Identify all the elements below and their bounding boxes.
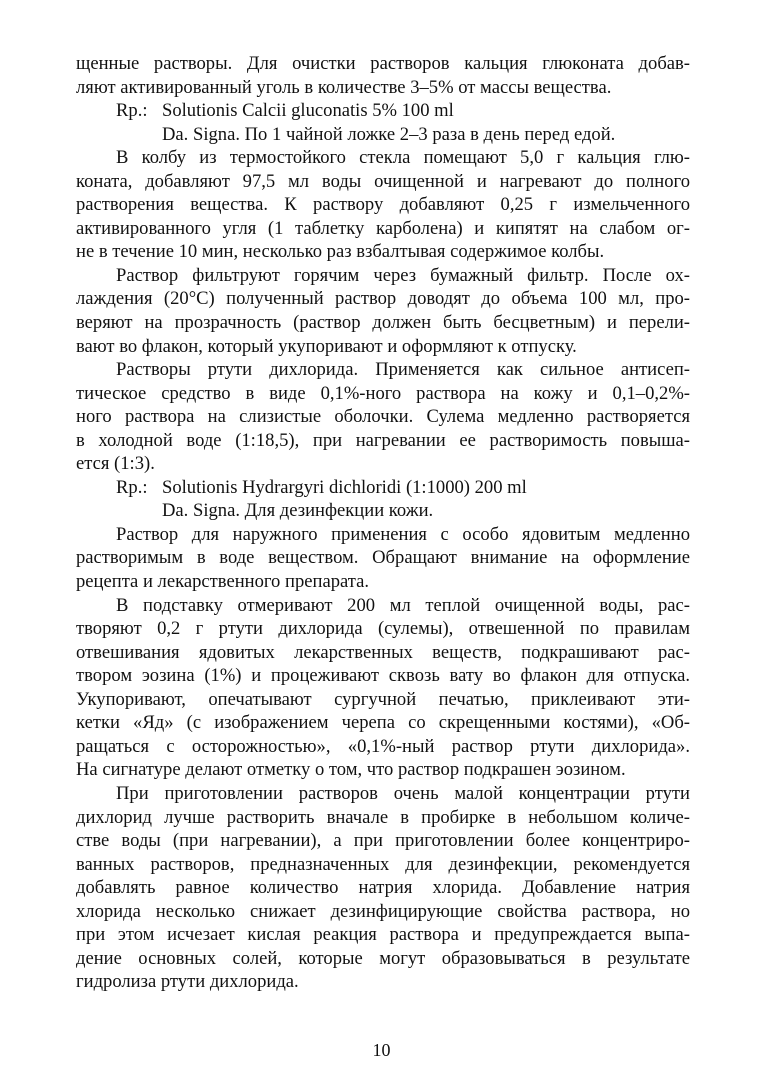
text-line: активированного угля (1 таблетку карболена) и кипятят на слабом ог- <box>76 217 690 239</box>
text-line: На сигнатуре делают отметку о том, что раствор подкрашен эозином. <box>76 759 626 781</box>
text-line: лаждения (20°С) полученный раствор доводят до объема 100 мл, про- <box>76 288 690 310</box>
recipe-rp-label: Rp.: <box>116 476 148 498</box>
text-line: гидролиза ртути дихлорида. <box>76 971 299 993</box>
text-line: растворимым в воде веществом. Обращают внимание на оформление <box>76 547 690 569</box>
text-line: ного раствора на слизистые оболочки. Сулема медленно растворяется <box>76 406 690 428</box>
page-body <box>76 52 690 994</box>
text-line: щенные растворы. Для очистки растворов кальция глюконата добав- <box>76 53 690 74</box>
text-line: при этом исчезает кислая реакция раствора и предупреждается выпа- <box>76 924 690 946</box>
text-line: вают во флакон, который укупоривают и оформляют к отпуску. <box>76 335 577 357</box>
text-line: ется (1:3). <box>76 453 155 475</box>
text-line: отвешивания ядовитых лекарственных веществ, подкрашивают рас- <box>76 641 690 663</box>
text-line: В подставку отмеривают 200 мл теплой очищенной воды, рас- <box>116 594 690 616</box>
recipe-line <box>76 476 690 500</box>
recipe-rp-label: Rp.: <box>116 100 148 122</box>
page-number: 10 <box>372 1040 391 1060</box>
text-line: добавлять равное количество натрия хлорида. Добавление натрия <box>76 877 690 899</box>
recipe-text: Solutionis Hydrargyri dichloridi (1:1000) 200 ml <box>162 476 527 498</box>
text-line: кетки «Яд» (с изображением черепа со скрещенными костями), «Об- <box>76 712 690 734</box>
text-line: ляют активированный уголь в количестве 3–5% от массы вещества. <box>76 76 612 98</box>
text-line: стве воды (при нагревании), а при приготовлении более концентриро- <box>76 830 690 852</box>
text-line: Раствор фильтруют горячим через бумажный фильтр. После ох- <box>116 264 690 286</box>
text-line: При приготовлении растворов очень малой концентрации ртути <box>116 782 690 804</box>
text-line: коната, добавляют 97,5 мл воды очищенной и нагревают до полного <box>76 170 690 192</box>
text-line: дение основных солей, которые могут образовываться в результате <box>76 947 690 969</box>
text-line: ванных растворов, предназначенных для дезинфекции, рекомендуется <box>76 853 690 875</box>
text-line: рецепта и лекарственного препарата. <box>76 571 370 593</box>
recipe-text: Solutionis Calcii gluconatis 5% 100 ml <box>162 100 454 122</box>
text-line: в холодной воде (1:18,5), при нагревании ее растворимость повыша- <box>76 429 690 451</box>
text-line: творяют 0,2 г ртути дихлорида (сулемы), отвешенной по правилам <box>76 618 690 640</box>
text-line: не в течение 10 мин, несколько раз взбалтывая содержимое колбы. <box>76 241 605 263</box>
recipe-signa-line: Da. Signa. Для дезинфекции кожи. <box>162 500 434 522</box>
text-line: Раствор для наружного применения с особо ядовитым медленно <box>116 523 690 545</box>
text-line: ращаться с осторожностью», «0,1%-ный раствор ртути дихлорида». <box>76 735 690 757</box>
text-line: Укупоривают, опечатывают сургучной печатью, приклеивают эти- <box>76 688 690 710</box>
text-line: растворения вещества. К раствору добавляют 0,25 г измельченного <box>76 194 690 216</box>
text-line: твором эозина (1%) и процеживают сквозь вату во флакон для отпуска. <box>76 665 690 687</box>
text-line: хлорида несколько снижает дезинфицирующие свойства раствора, но <box>76 900 690 922</box>
recipe-signa-line: Da. Signa. По 1 чайной ложке 2–3 раза в день перед едой. <box>162 123 616 145</box>
text-line: веряют на прозрачность (раствор должен быть бесцветным) и перели- <box>76 312 690 334</box>
text-line: тическое средство в виде 0,1%-ного раствора на кожу и 0,1–0,2%- <box>76 382 690 404</box>
text-line: Растворы ртути дихлорида. Применяется как сильное антисеп- <box>116 359 690 381</box>
recipe-line <box>76 99 690 123</box>
text-line: В колбу из термостойкого стекла помещают 5,0 г кальция глю- <box>116 147 690 169</box>
text-line: дихлорид лучше растворить вначале в пробирке в небольшом количе- <box>76 806 690 828</box>
